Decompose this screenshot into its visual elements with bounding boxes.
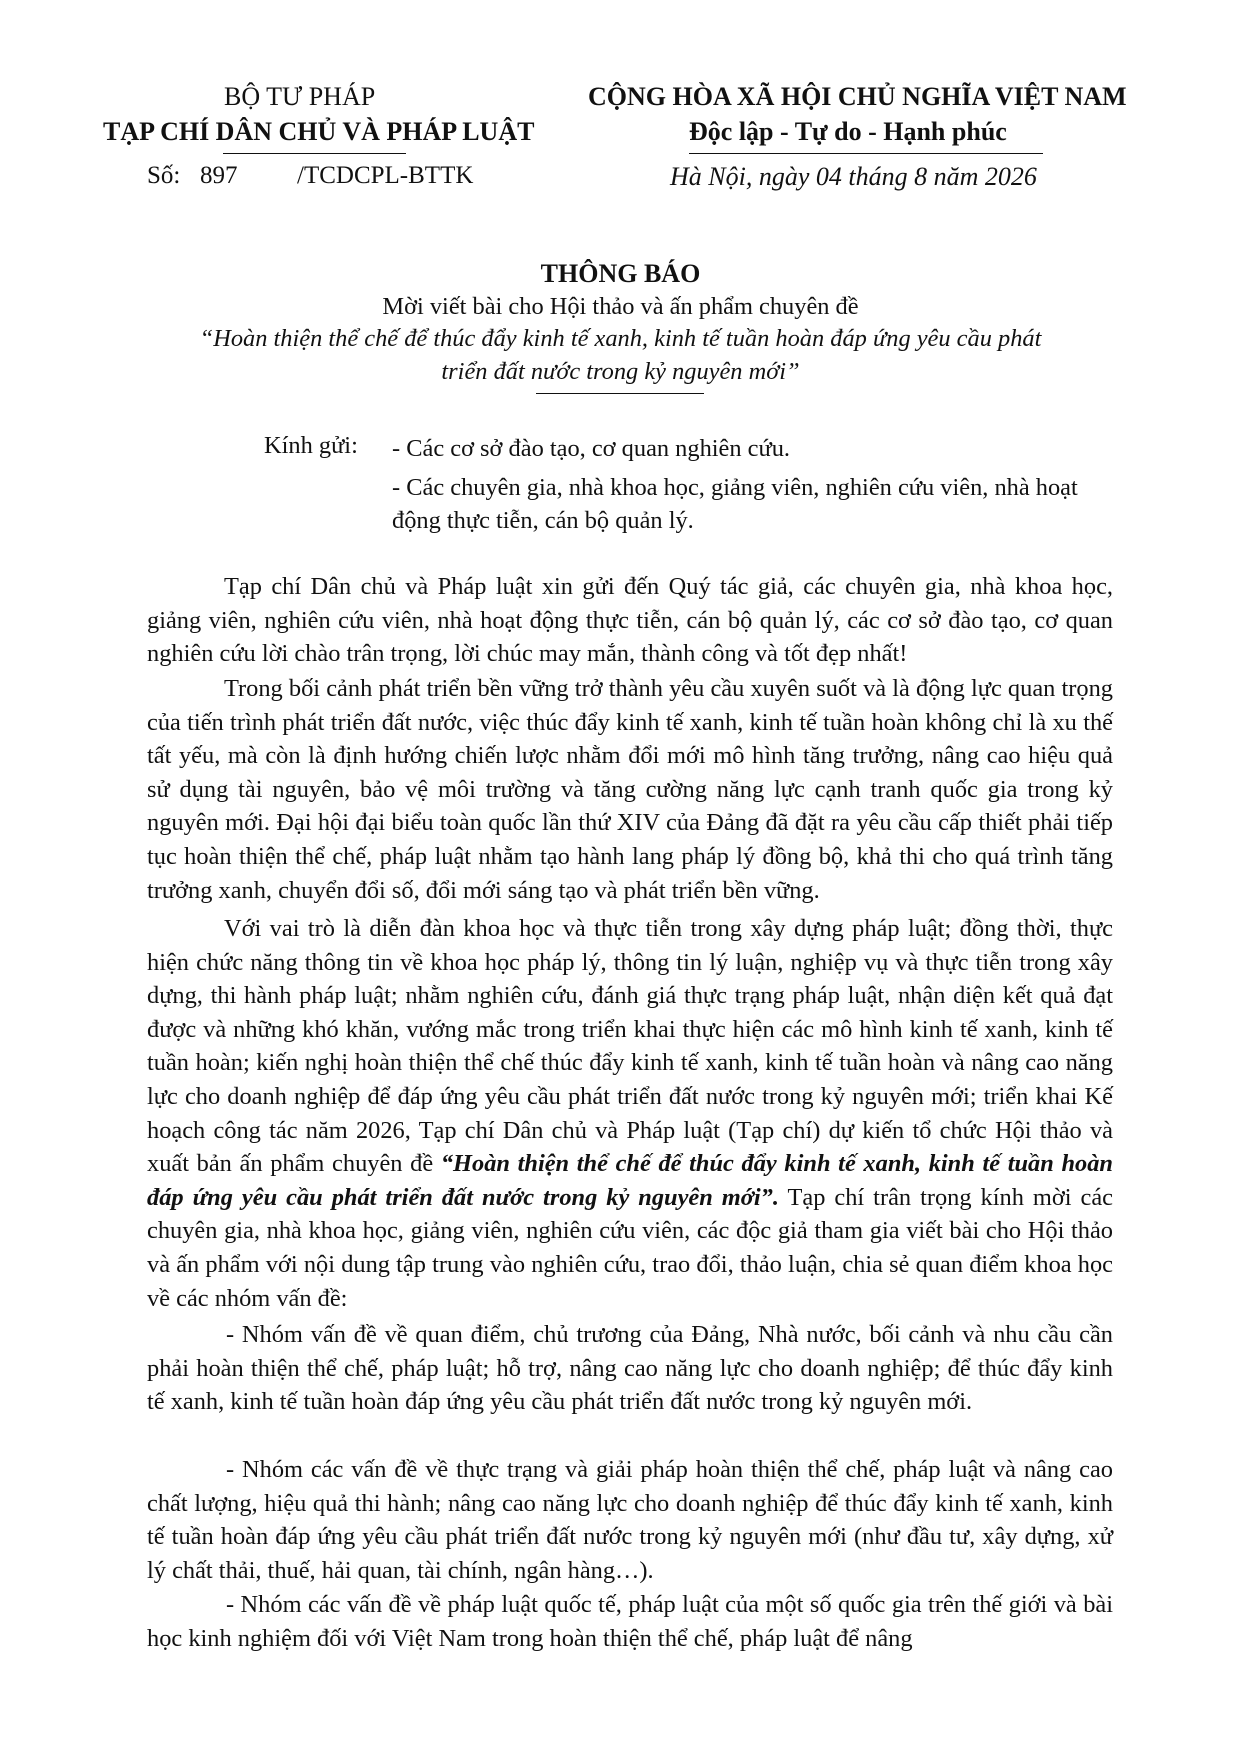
title-underline: [536, 393, 704, 394]
ministry-name: BỘ TƯ PHÁP: [224, 82, 376, 111]
body-paragraph-greeting: Tạp chí Dân chủ và Pháp luật xin gửi đến Quý tác giả, các chuyên gia, nhà khoa học, giảng viên, nghiên cứu viên, nhà hoạt động thực tiễn, cán bộ quản lý, các cơ sở đào tạo, cơ quan nghiên cứu lời chào trân trọng, lời chúc may mắn, thành công và tốt đẹp nhất!: [147, 573, 1113, 668]
motto-underline: [689, 153, 1043, 154]
invitation-topic: “Hoàn thiện thể chế để thúc đẩy kinh tế xanh, kinh tế tuần hoàn đáp ứng yêu cầu phát triển đất nước trong kỷ nguyên mới”.: [147, 1150, 1113, 1211]
recipients-label: Kính gửi:: [264, 432, 358, 459]
recipient-item: - Các cơ sở đào tạo, cơ quan nghiên cứu.: [392, 435, 791, 462]
body-paragraph-context: Trong bối cảnh phát triển bền vững trở thành yêu cầu xuyên suốt và là động lực quan trọng của tiến trình phát triển đất nước, việc thúc đẩy kinh tế xanh, kinh tế tuần hoàn không chỉ là xu thế tất yếu, mà còn là định hướng chiến lược nhằm đổi mới mô hình tăng trưởng, nâng cao hiệu quả sử dụng tài nguyên, bảo vệ môi trường và tăng cường năng lực cạnh tranh quốc gia trong kỷ nguyên mới. Đại hội đại biểu toàn quốc lần thứ XIV của Đảng đã đặt ra yêu cầu cấp thiết phải tiếp tục hoàn thiện thể chế, pháp luật nhằm tạo hành lang pháp lý đồng bộ, khả thi cho quá trình tăng trưởng xanh, chuyển đổi số, đổi mới sáng tạo và phát triển bền vững.: [147, 675, 1113, 904]
document-title: THÔNG BÁO: [540, 259, 701, 288]
topic-group-2: - Nhóm các vấn đề về thực trạng và giải pháp hoàn thiện thể chế, pháp luật và nâng cao chất lượng, hiệu quả thi hành; nâng cao năng lực cho doanh nghiệp để thúc đẩy kinh tế xanh, kinh tế tuần hoàn đáp ứng yêu cầu phát triển đất nước trong kỷ nguyên mới (như đầu tư, xây dựng, xử lý chất thải, thuế, hải quan, tài chính, ngân hàng…).: [147, 1456, 1113, 1584]
topic-line-1: “Hoàn thiện thể chế để thúc đẩy kinh tế xanh, kinh tế tuần hoàn đáp ứng yêu cầu phát: [199, 325, 1042, 352]
document-number-prefix: Số:: [147, 162, 181, 189]
invitation-text-start: Với vai trò là diễn đàn khoa học và thực tiễn trong xây dựng pháp luật; đồng thời, thực hiện chức năng thông tin về khoa học pháp lý, thông tin lý luận, nghiệp vụ và thực tiễn trong xây dựng, thi hành pháp luật; nhằm nghiên cứu, đánh giá thực trạng pháp luật, nhận diện kết quả đạt được và những khó khăn, vướng mắc trong triển khai thực hiện các mô hình kinh tế xanh, kinh tế tuần hoàn; kiến nghị hoàn thiện thể chế thúc đẩy kinh tế xanh, kinh tế tuần hoàn và nâng cao năng lực cho doanh nghiệp để đáp ứng yêu cầu phát triển đất nước trong kỷ nguyên mới; triển khai Kế hoạch công tác năm 2026, Tạp chí Dân chủ và Pháp luật (Tạp chí) dự kiến tổ chức Hội thảo và xuất bản ấn phẩm chuyên đề: [147, 915, 1113, 1178]
country-name: CỘNG HÒA XÃ HỘI CHỦ NGHĨA VIỆT NAM: [588, 82, 1127, 111]
place-date: Hà Nội, ngày 04 tháng 8 năm 2026: [670, 162, 1037, 191]
agency-name: TẠP CHÍ DÂN CHỦ VÀ PHÁP LUẬT: [103, 117, 535, 146]
national-motto: Độc lập - Tự do - Hạnh phúc: [689, 117, 1007, 146]
agency-underline: [223, 153, 406, 154]
topic-group-1: - Nhóm vấn đề về quan điểm, chủ trương của Đảng, Nhà nước, bối cảnh và nhu cầu cần phải hoàn thiện thể chế, pháp luật; hỗ trợ, nâng cao năng lực cho doanh nghiệp; để thúc đẩy kinh tế xanh, kinh tế tuần hoàn đáp ứng yêu cầu phát triển đất nước trong kỷ nguyên mới.: [147, 1321, 1113, 1416]
document-subtitle: Mời viết bài cho Hội thảo và ấn phẩm chuyên đề: [382, 293, 859, 320]
topic-line-2: triển đất nước trong kỷ nguyên mới”: [441, 358, 800, 385]
invitation-text-end: Tạp chí trân trọng kính mời các chuyên gia, nhà khoa học, giảng viên, nghiên cứu viên, các độc giả tham gia viết bài cho Hội thảo và ấn phẩm với nội dung tập trung vào nghiên cứu, trao đổi, thảo luận, chia sẻ quan điểm khoa học về các nhóm vấn đề:: [147, 1183, 1113, 1312]
document-number: 897: [200, 162, 238, 189]
topic-group-3: - Nhóm các vấn đề về pháp luật quốc tế, pháp luật của một số quốc gia trên thế giới và bài học kinh nghiệm đối với Việt Nam trong hoàn thiện thể chế, pháp luật để nâng: [147, 1591, 1113, 1652]
recipient-item: - Các chuyên gia, nhà khoa học, giảng viên, nghiên cứu viên, nhà hoạt động thực tiễn, cán bộ quản lý.: [392, 474, 1078, 534]
body-paragraph-invitation: [147, 912, 1113, 1315]
document-number-code: /TCDCPL-BTTK: [297, 162, 474, 189]
